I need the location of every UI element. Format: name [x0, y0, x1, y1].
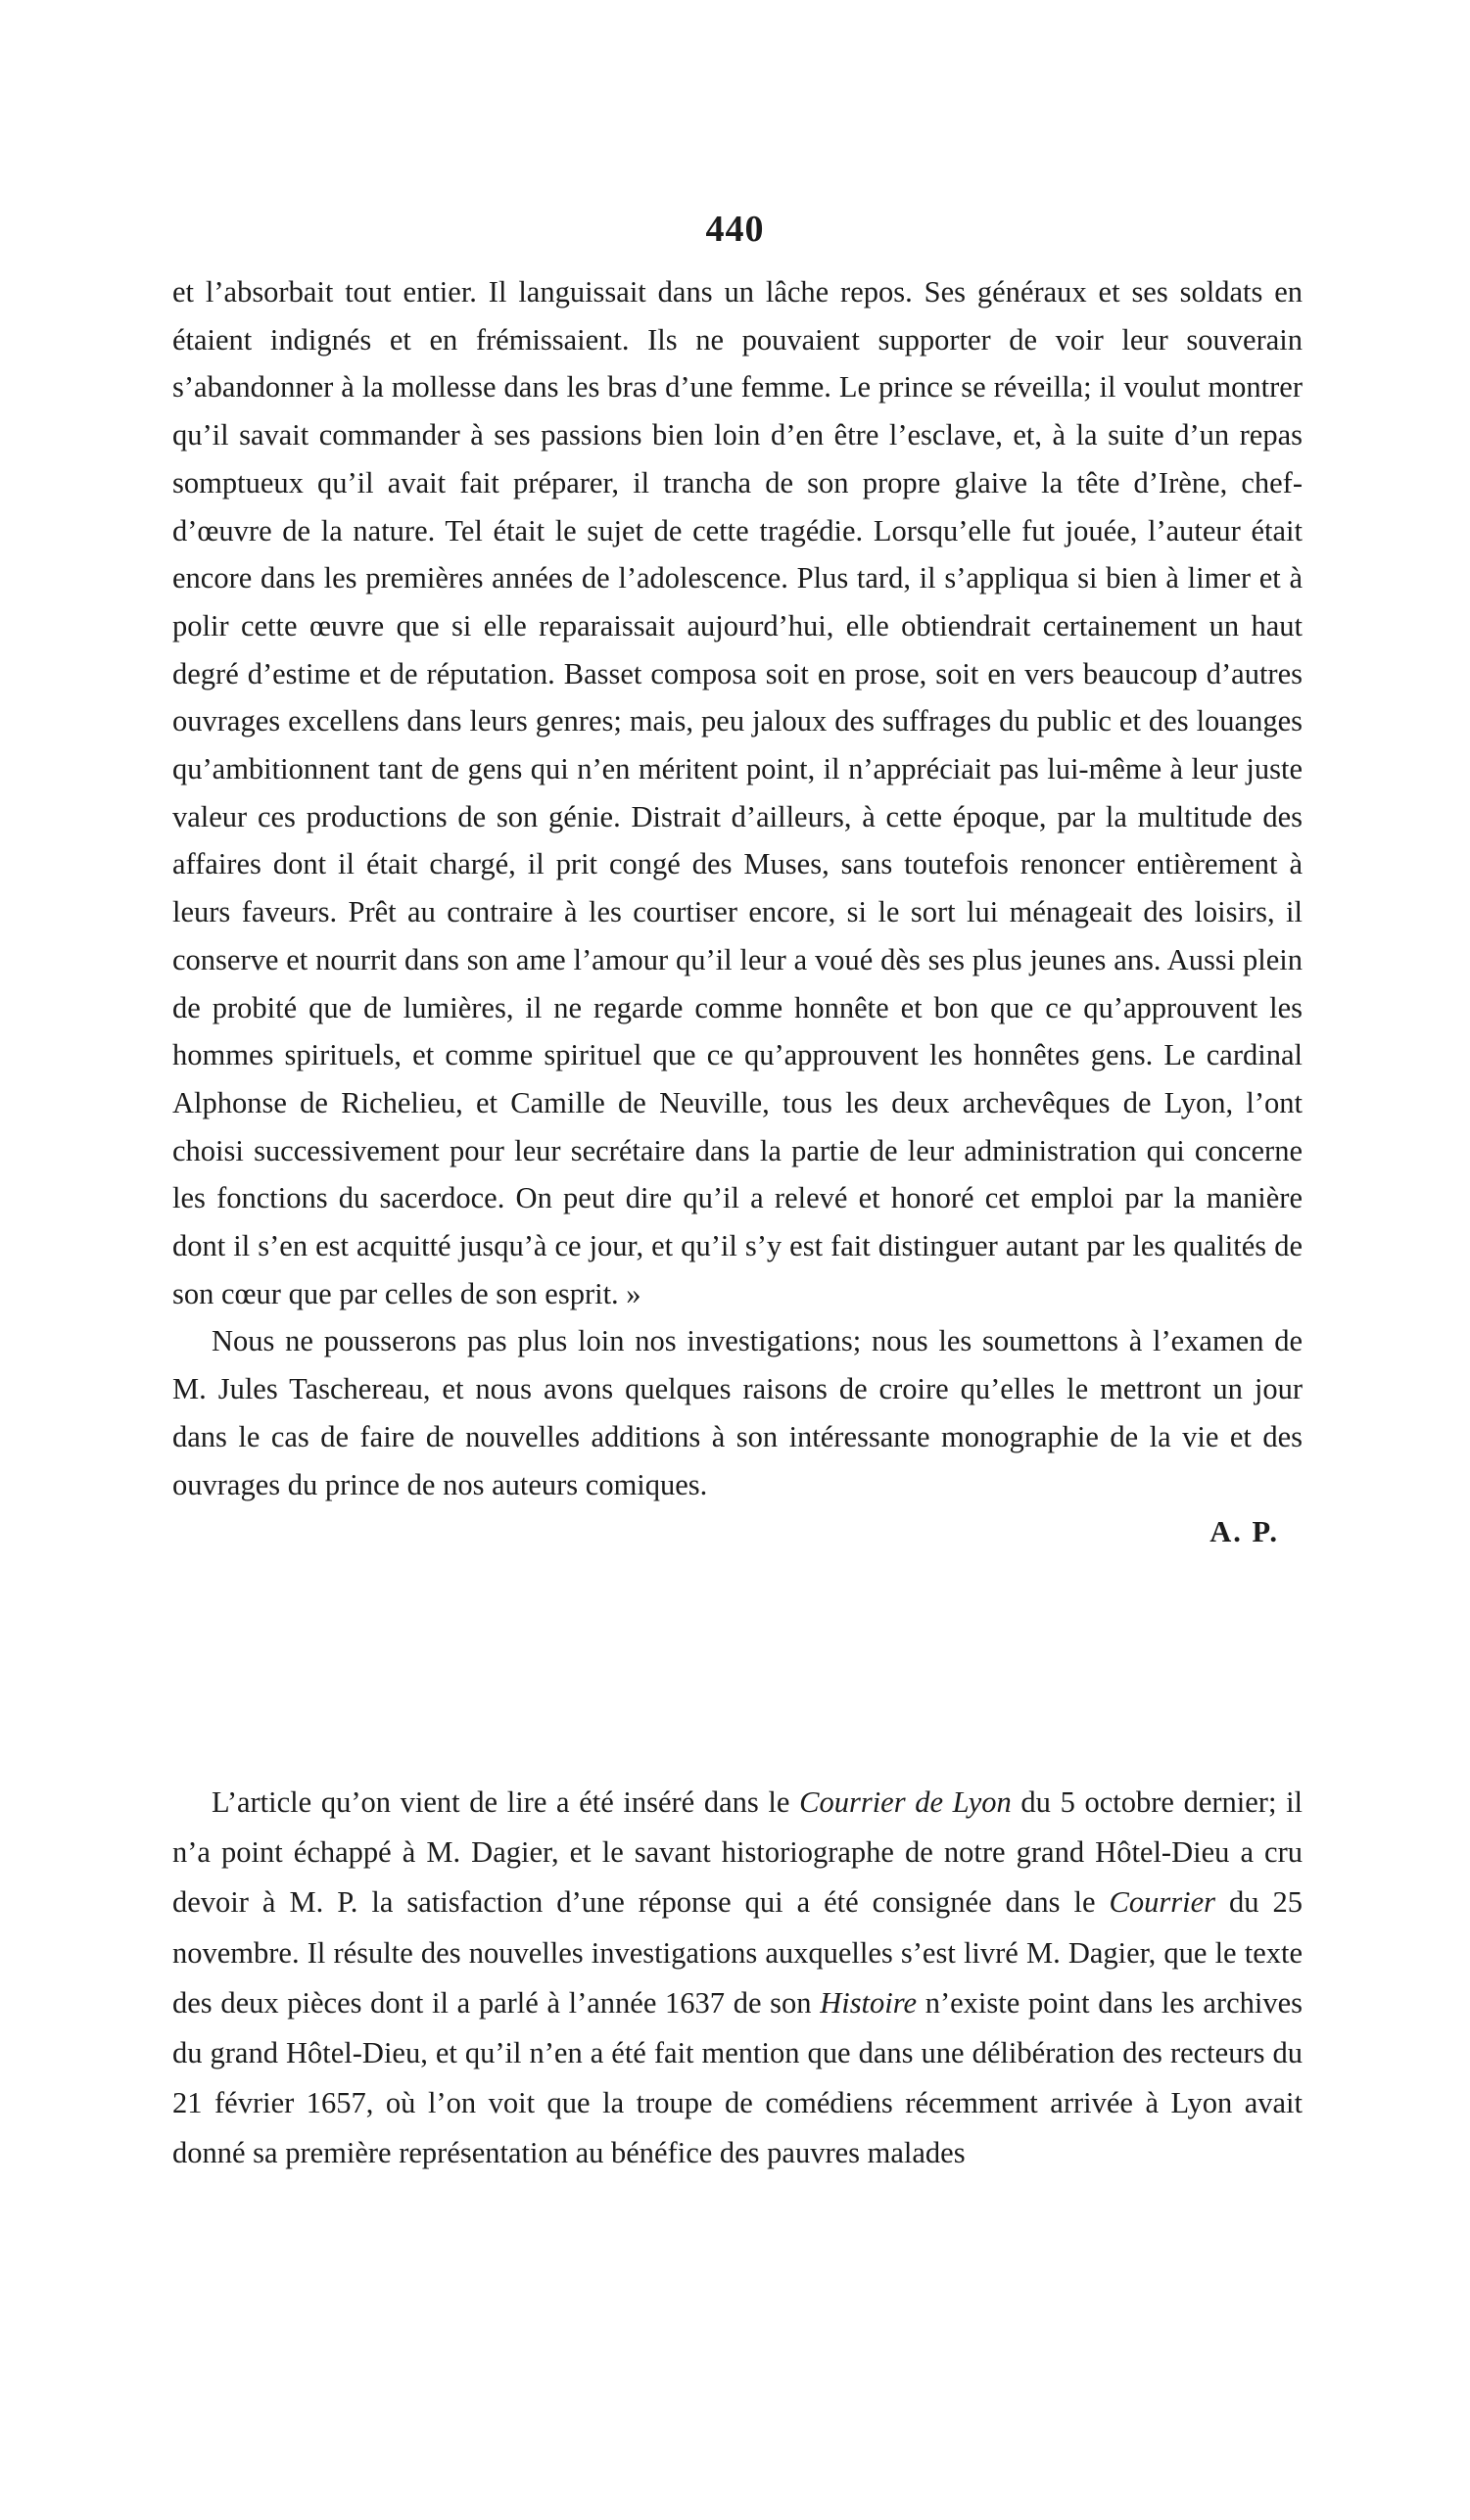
- article-paragraph-conclusion: Nous ne pousserons pas plus loin nos investigations; nous les soumettons à l’examen de M. Jules Taschereau, et nous avons quelques raisons de croire qu’elles le mettront un jour dans le cas de faire de nouvelles additions à son intéressante monographie de la vie et des ouvrages du prince de nos auteurs comiques.: [172, 1324, 1303, 1501]
- article-paragraph-continued: et l’absorbait tout entier. Il languissait dans un lâche repos. Ses généraux et ses soldats en étaient indignés et en frémissaient. Ils ne pouvaient supporter de voir leur souverain s’abandonner à la mollesse dans les bras d’une femme. Le prince se réveilla; il voulut montrer qu’il savait commander à ses passions bien loin d’en être l’esclave, et, à la suite d’un repas somptueux qu’il avait fait préparer, il trancha de son propre glaive la tête d’Irène, chef-d’œuvre de la nature. Tel était le sujet de cette tragédie. Lorsqu’elle fut jouée, l’auteur était encore dans les premières années de l’adolescence. Plus tard, il s’appliqua si bien à limer et à polir cette œuvre que si elle reparaissait aujourd’hui, elle obtiendrait certainement un haut degré d’estime et de réputation. Basset composa soit en prose, soit en vers beaucoup d’autres ouvrages excellens dans leurs genres; mais, peu jaloux des suffrages du public et des louanges qu’ambitionnent tant de gens qui n’en méritent point, il n’appréciait pas lui-même à leur juste valeur ces productions de son génie. Distrait d’ailleurs, à cette époque, par la multitude des affaires dont il était chargé, il prit congé des Muses, sans toutefois renoncer entièrement à leurs faveurs. Prêt au contraire à les courtiser encore, si le sort lui ménageait des loisirs, il conserve et nourrit dans son ame l’amour qu’il leur a voué dès ses plus jeunes ans. Aussi plein de probité que de lumières, il ne regarde comme honnête et bon que ce qu’approuvent les hommes spirituels, et comme spirituel que ce qu’approuvent les honnêtes gens. Le cardinal Alphonse de Richelieu, et Camille de Neuville, tous les deux archevêques de Lyon, l’ont choisi successivement pour leur secrétaire dans la partie de leur administration qui concerne les fonctions du sacerdoce. On peut dire qu’il a relevé et honoré cet emploi par la manière dont il s’en est acquitté jusqu’à ce jour, et qu’il s’y est fait distinguer autant par les qualités de son cœur que par celles de son esprit. »: [172, 275, 1303, 1310]
- newspaper-title: Courrier de Lyon: [799, 1785, 1012, 1819]
- note-text-part-4: n’existe point dans les archives du grand Hôtel-Dieu, et qu’il n’en a été fait mention que dans une délibération des recteurs du 21 février 1657, où l’on voit que la troupe de comédiens récemment arrivée à Lyon avait donné sa première représentation au bénéfice des pauvres malades: [172, 1985, 1303, 2170]
- author-signature: A. P.: [1209, 1515, 1279, 1549]
- note-text-part-2: du 5 octobre dernier; il n’a point échappé à M. Dagier, et le savant historiographe de notre grand Hôtel-Dieu a cru devoir à M. P. la satisfaction d’une réponse qui a été consignée dans le: [172, 1785, 1304, 1920]
- editorial-note: [172, 1778, 1303, 2179]
- book-title: Histoire: [820, 1985, 918, 2020]
- note-text-part-3: du 25 novembre. Il résulte des nouvelles investigations auxquelles s’est livré M. Dagier, que le texte des deux pièces dont il a parlé à l’année 1637 de son: [172, 1885, 1303, 2020]
- article-body: [172, 268, 1303, 1556]
- newspaper-short-title: Courrier: [1109, 1885, 1215, 1920]
- note-paragraph: [172, 1778, 1303, 2179]
- note-text-part-1: L’article qu’on vient de lire a été inséré dans le: [212, 1785, 800, 1819]
- page-number: 440: [705, 209, 765, 250]
